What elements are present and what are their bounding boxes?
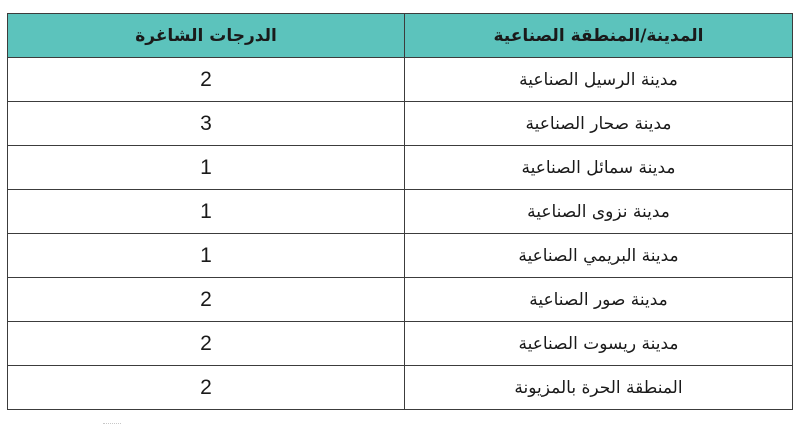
vacancies-cell: 2 [8, 366, 405, 410]
table-row [8, 278, 793, 322]
city-cell: مدينة ريسوت الصناعية [405, 322, 793, 366]
city-cell: مدينة صور الصناعية [405, 278, 793, 322]
vacancies-table [7, 13, 793, 410]
table-row [8, 366, 793, 410]
table-header [8, 14, 793, 58]
city-cell: مدينة البريمي الصناعية [405, 234, 793, 278]
header-row [8, 14, 793, 58]
vacancies-cell: 1 [8, 146, 405, 190]
city-cell: مدينة نزوى الصناعية [405, 190, 793, 234]
table-row [8, 190, 793, 234]
scan-artifact [103, 423, 121, 427]
table-row [8, 102, 793, 146]
city-cell: مدينة صحار الصناعية [405, 102, 793, 146]
table-row [8, 322, 793, 366]
table-row [8, 58, 793, 102]
table-row [8, 146, 793, 190]
table-body [8, 58, 793, 410]
vacancies-column-header: الدرجات الشاغرة [8, 14, 405, 58]
city-column-header: المدينة/المنطقة الصناعية [405, 14, 793, 58]
city-cell: مدينة سمائل الصناعية [405, 146, 793, 190]
vacancies-cell: 1 [8, 190, 405, 234]
table-row [8, 234, 793, 278]
vacancies-cell: 2 [8, 322, 405, 366]
vacancies-cell: 2 [8, 278, 405, 322]
city-cell: مدينة الرسيل الصناعية [405, 58, 793, 102]
vacancies-cell: 3 [8, 102, 405, 146]
vacancies-cell: 1 [8, 234, 405, 278]
vacancies-cell: 2 [8, 58, 405, 102]
city-cell: المنطقة الحرة بالمزيونة [405, 366, 793, 410]
